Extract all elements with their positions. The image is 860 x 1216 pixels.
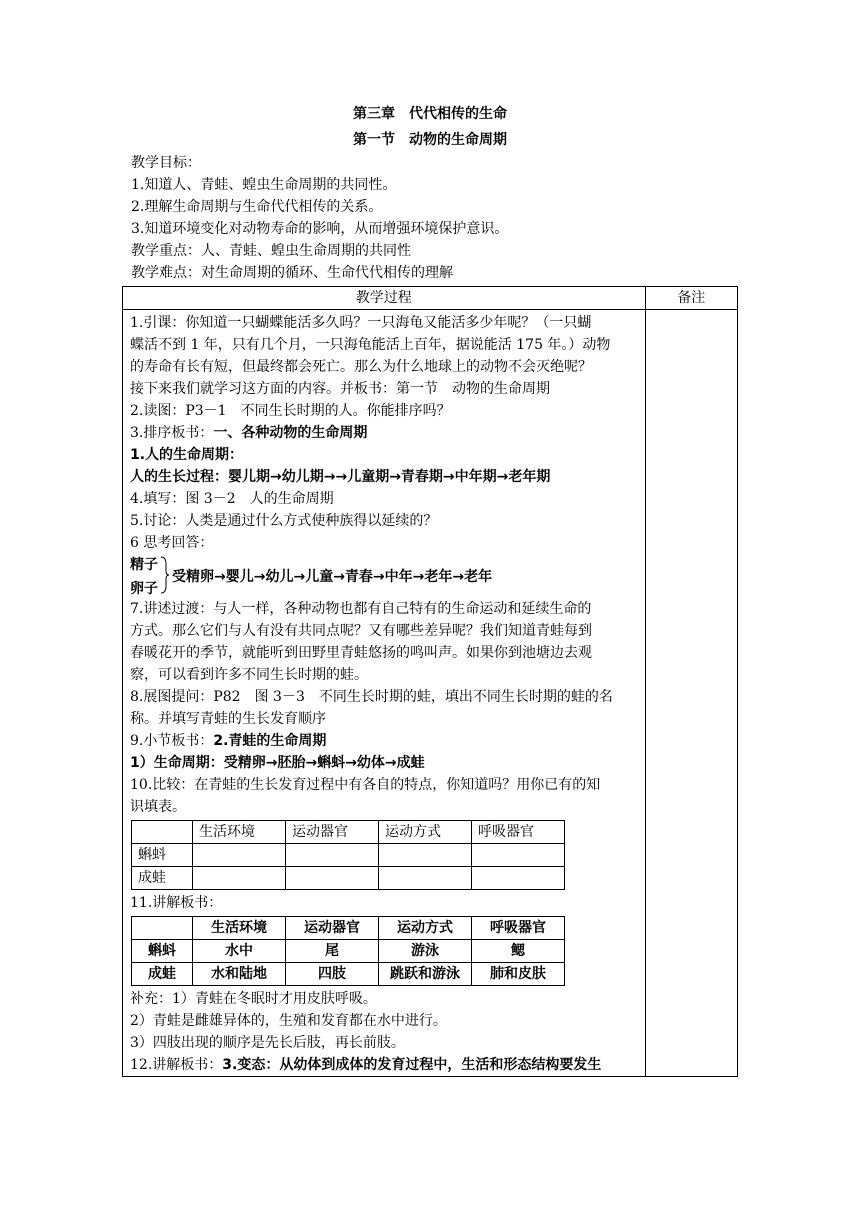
text-prefix: 3.排序板书： bbox=[130, 425, 214, 441]
table-cell bbox=[286, 844, 379, 867]
table-row bbox=[132, 940, 565, 963]
board-heading: 一、各种动物的生命周期 bbox=[213, 425, 368, 441]
text-line: 2）青蛙是雌雄异体的，生殖和发育都在水中进行。 bbox=[130, 1013, 447, 1029]
board-heading: 1.人的生命周期： bbox=[130, 447, 244, 463]
intro-line: 教学难点：对生命周期的循环、生命代代相传的理解 bbox=[131, 265, 453, 281]
text-line bbox=[130, 730, 639, 752]
text-line: 蝶活不到 1 年，只有几个月，一只海龟能活上百年，据说能活 175 年。）动物 bbox=[130, 337, 611, 353]
intro-line: 3.知道环境变化对动物寿命的影响，从而增强环境保护意识。 bbox=[131, 221, 509, 237]
fertilization-diagram bbox=[130, 554, 639, 598]
table-header-cell: 运动方式 bbox=[379, 821, 472, 844]
teaching-process-table bbox=[122, 286, 738, 1077]
table-cell: 尾 bbox=[286, 940, 379, 963]
process-content bbox=[123, 310, 646, 1077]
text-line: 称。并填写青蛙的生长发育顺序 bbox=[130, 711, 326, 727]
table-cell: 鳃 bbox=[472, 940, 565, 963]
text-line: 6 思考回答： bbox=[130, 535, 214, 551]
text-line: 补充：1）青蛙在冬眠时才用皮肤呼吸。 bbox=[130, 991, 377, 1007]
text-line: 的寿命有长有短，但最终都会死亡。那么为什么地球上的动物不会灭绝呢？ bbox=[130, 359, 592, 375]
table-cell bbox=[472, 844, 565, 867]
table-cell: 四肢 bbox=[286, 963, 379, 986]
table-header-cell: 生活环境 bbox=[193, 821, 286, 844]
row-label: 蝌蚪 bbox=[132, 844, 193, 867]
table-cell bbox=[379, 867, 472, 890]
table-cell bbox=[132, 821, 193, 844]
text-line: 察，可以看到许多不同生长时期的蛙。 bbox=[130, 667, 368, 683]
table-header-cell: 运动器官 bbox=[286, 821, 379, 844]
life-cycle-chain: 受精卵→婴儿→幼儿→儿童→青春→中年→老年→老年 bbox=[172, 569, 493, 585]
text-line: 接下来我们就学习这方面的内容。并板书：第一节 动物的生命周期 bbox=[130, 381, 550, 397]
table-cell bbox=[132, 917, 193, 940]
right-brace-icon bbox=[160, 556, 170, 594]
intro-line: 2.理解生命周期与生命代代相传的关系。 bbox=[131, 199, 383, 215]
table-header-cell: 运动器官 bbox=[286, 917, 379, 940]
table-header-cell: 呼吸器官 bbox=[472, 821, 565, 844]
table-cell bbox=[472, 867, 565, 890]
page-subtitle: 第一节 动物的生命周期 bbox=[353, 132, 507, 148]
row-label: 成蛙 bbox=[132, 963, 193, 986]
table-header-cell: 呼吸器官 bbox=[472, 917, 565, 940]
text-line: 8.展图提问：P82 图 3－3 不同生长时期的蛙，填出不同生长时期的蛙的名 bbox=[130, 689, 613, 705]
page-title: 第三章 代代相传的生命 bbox=[353, 106, 507, 122]
table-row bbox=[132, 867, 565, 890]
answer-table bbox=[131, 916, 565, 986]
process-header: 教学过程 bbox=[123, 287, 646, 310]
table-cell bbox=[379, 844, 472, 867]
text-line: 10.比较：在青蛙的生长发育过程中有各自的特点，你知道吗？用你已有的知 bbox=[130, 777, 601, 793]
table-cell: 跳跃和游泳 bbox=[379, 963, 472, 986]
table-cell: 游泳 bbox=[379, 940, 472, 963]
table-cell: 水和陆地 bbox=[193, 963, 286, 986]
text-line: 1.引课：你知道一只蝴蝶能活多久吗？一只海龟又能活多少年呢？（一只蝴 bbox=[130, 315, 592, 331]
board-heading: 3.变态：从幼体到成体的发育过程中，生活和形态结构要发生 bbox=[222, 1057, 602, 1073]
text-line bbox=[130, 1054, 639, 1076]
table-cell: 水中 bbox=[193, 940, 286, 963]
text-line: 春暖花开的季节，就能听到田野里青蛙悠扬的鸣叫声。如果你到池塘边去观 bbox=[130, 645, 592, 661]
table-row bbox=[132, 844, 565, 867]
table-cell bbox=[193, 867, 286, 890]
intro-line: 教学重点：人、青蛙、蝗虫生命周期的共同性 bbox=[131, 243, 411, 259]
row-label: 成蛙 bbox=[132, 867, 193, 890]
text-line: 7.讲述过渡：与人一样，各种动物也都有自己特有的生命运动和延续生命的 bbox=[130, 601, 592, 617]
intro-section bbox=[131, 152, 731, 284]
remarks-header: 备注 bbox=[645, 287, 737, 310]
board-heading: 2.青蛙的生命周期 bbox=[213, 733, 327, 749]
text-line: 11.讲解板书： bbox=[130, 895, 223, 911]
frog-life-cycle: 1）生命周期：受精卵→胚胎→蝌蚪→幼体→成蛙 bbox=[130, 755, 425, 771]
sperm-label: 精子 bbox=[130, 557, 158, 573]
egg-label: 卵子 bbox=[130, 581, 158, 597]
text-line: 识填表。 bbox=[130, 799, 186, 815]
text-line: 2.读图：P3－1 不同生长时期的人。你能排序吗？ bbox=[130, 403, 451, 419]
table-cell bbox=[193, 844, 286, 867]
human-growth-sequence: 人的生长过程：婴儿期→幼儿期→→儿童期→青春期→中年期→老年期 bbox=[130, 469, 551, 485]
table-header-cell: 生活环境 bbox=[193, 917, 286, 940]
text-line: 5.讨论：人类是通过什么方式使种族得以延续的？ bbox=[130, 513, 438, 529]
table-cell bbox=[286, 867, 379, 890]
text-line bbox=[130, 422, 639, 444]
text-prefix: 12.讲解板书： bbox=[130, 1057, 223, 1073]
table-cell: 肺和皮肤 bbox=[472, 963, 565, 986]
text-prefix: 9.小节板书： bbox=[130, 733, 214, 749]
compare-table bbox=[131, 820, 565, 890]
text-line: 方式。那么它们与人有没有共同点呢？又有哪些差异呢？我们知道青蛙每到 bbox=[130, 623, 592, 639]
text-line: 4.填写：图 3－2 人的生命周期 bbox=[130, 491, 334, 507]
table-header-cell: 运动方式 bbox=[379, 917, 472, 940]
intro-line: 1.知道人、青蛙、蝗虫生命周期的共同性。 bbox=[131, 177, 397, 193]
text-line: 3）四肢出现的顺序是先长后肢，再长前肢。 bbox=[130, 1035, 405, 1051]
intro-line: 教学目标： bbox=[131, 155, 201, 171]
remarks-cell bbox=[645, 310, 737, 1077]
table-row bbox=[132, 963, 565, 986]
row-label: 蝌蚪 bbox=[132, 940, 193, 963]
